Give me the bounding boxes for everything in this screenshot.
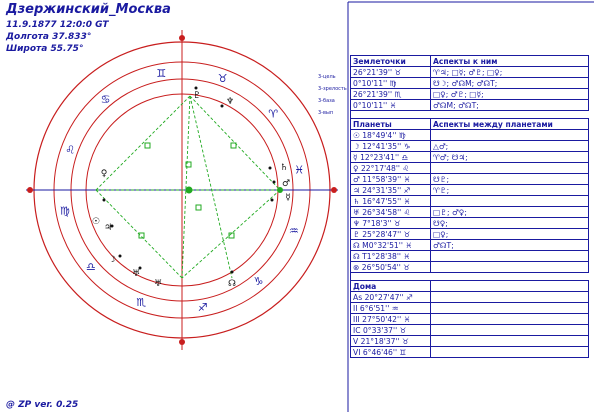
longitude: Долгота 37.833° bbox=[6, 32, 92, 42]
planet-row bbox=[351, 141, 589, 152]
planet-glyph: ♄ bbox=[279, 163, 289, 173]
latitude: Широта 55.75° bbox=[6, 44, 84, 54]
earth-point-row-aspects: ♂☊M; ♂☊T; bbox=[431, 100, 589, 111]
planet-glyph: ♃ bbox=[103, 223, 113, 233]
planet-row bbox=[351, 251, 589, 262]
earth-points-header: Землеточки bbox=[351, 56, 431, 67]
house-row-position: III 27°50'42'' ♓ bbox=[351, 314, 431, 325]
earth-point-row bbox=[351, 89, 589, 100]
earth-aspects-header: Аспекты к ним bbox=[431, 56, 589, 67]
zodiac-sign-glyph: ♍ bbox=[59, 204, 70, 218]
earth-point-row-aspects: ☋☽; ♂☊M; ♂☊T; bbox=[431, 78, 589, 89]
zodiac-sign-glyph: ♒ bbox=[288, 224, 299, 238]
dsc-marker bbox=[331, 187, 337, 193]
planet-row-position: ♆ 7°18'3'' ♉ bbox=[351, 218, 431, 229]
ring-label-goal: 3-цель bbox=[318, 74, 336, 80]
house-row-position: IC 0°33'37'' ♉ bbox=[351, 325, 431, 336]
houses-header: Дома bbox=[351, 281, 431, 292]
planet-glyph: ☿ bbox=[285, 193, 291, 203]
zodiac-sign-glyph: ♑ bbox=[253, 275, 264, 289]
planet-row-aspects bbox=[431, 251, 589, 262]
house-row bbox=[351, 325, 589, 336]
planet-row-aspects: ♈♇; bbox=[431, 185, 589, 196]
house-row bbox=[351, 292, 589, 303]
earth-point-row-position: 0°10'11'' ♓ bbox=[351, 100, 431, 111]
planet-row-aspects bbox=[431, 196, 589, 207]
planet-glyph: ♇ bbox=[192, 91, 202, 101]
house-row bbox=[351, 303, 589, 314]
house-row-aspects bbox=[431, 347, 589, 358]
earth-point-row-aspects: ♈♃; □☿; ♂♇; □♀; bbox=[431, 67, 589, 78]
planet-dots bbox=[100, 87, 279, 274]
planet-row-position: ♇ 25°28'47'' ♉ bbox=[351, 229, 431, 240]
earth-points-table bbox=[350, 55, 589, 111]
planet-glyph: ☊ bbox=[228, 279, 236, 289]
planet-row bbox=[351, 196, 589, 207]
earth-point-row-position: 26°21'39'' ♉ bbox=[351, 67, 431, 78]
asc-marker bbox=[27, 187, 33, 193]
planet-row-aspects: □♇; ♂♀; bbox=[431, 207, 589, 218]
planet-glyph: ♅ bbox=[153, 279, 163, 289]
house-row-position: V 21°18'37'' ♉ bbox=[351, 336, 431, 347]
planet-row-position: ⊗ 26°50'54'' ♉ bbox=[351, 262, 431, 273]
planet-row-aspects bbox=[431, 163, 589, 174]
zodiac-sign-glyph: ♊ bbox=[156, 66, 167, 80]
zodiac-sign-glyph: ♓ bbox=[294, 163, 305, 177]
planet-row bbox=[351, 185, 589, 196]
planet-row bbox=[351, 229, 589, 240]
zodiac-sign-glyph: ♋ bbox=[100, 92, 111, 106]
planet-glyph: ♅ bbox=[131, 269, 141, 279]
planet-row bbox=[351, 218, 589, 229]
house-row-aspects bbox=[431, 314, 589, 325]
planet-row-position: ☊ T1°28'38'' ♓ bbox=[351, 251, 431, 262]
zodiac-sign-glyph: ♈ bbox=[268, 107, 279, 121]
planet-row-position: ♃ 24°31'35'' ♐ bbox=[351, 185, 431, 196]
version-label: @ ZP ver. 0.25 bbox=[6, 400, 79, 410]
planet-row-position: ♅ 26°34'58'' ♌ bbox=[351, 207, 431, 218]
birth-date: 11.9.1877 12:0:0 GT bbox=[6, 20, 109, 30]
zodiac-sign-glyph: ♉ bbox=[217, 72, 228, 86]
planet-row-position: ♀ 22°17'48'' ♌ bbox=[351, 163, 431, 174]
planet-aspects-header: Аспекты между планетами bbox=[431, 119, 589, 130]
house-row bbox=[351, 314, 589, 325]
planet-row-position: ☊ M0°32'51'' ♓ bbox=[351, 240, 431, 251]
planet-row bbox=[351, 130, 589, 141]
planet-row-aspects: □♀; bbox=[431, 229, 589, 240]
planet-row-aspects: ♈♂; ☋♃; bbox=[431, 152, 589, 163]
zodiac-sign-glyph: ♏ bbox=[136, 295, 147, 309]
planet-glyph: ☉ bbox=[91, 217, 101, 227]
mc-marker bbox=[179, 35, 185, 41]
earth-point-row-aspects: □♀; ♂♇; □☿; bbox=[431, 89, 589, 100]
planet-glyph: ♂ bbox=[281, 179, 291, 189]
planet-row-aspects: △♂; bbox=[431, 141, 589, 152]
planet-glyph: ☽ bbox=[107, 255, 117, 265]
chart-title: Дзержинский_Москва bbox=[6, 2, 171, 17]
planet-glyph: ♀ bbox=[100, 169, 108, 179]
planets-table bbox=[350, 118, 589, 273]
earth-point-row bbox=[351, 100, 589, 111]
planet-row-position: ♂ 11°58'39'' ♓ bbox=[351, 174, 431, 185]
ring-label-maturity: 3-зрелость bbox=[318, 86, 347, 92]
ic-marker bbox=[179, 339, 185, 345]
earth-point-row bbox=[351, 78, 589, 89]
center-earth-point bbox=[186, 187, 193, 194]
earth-point-row bbox=[351, 67, 589, 78]
planet-row bbox=[351, 207, 589, 218]
planet-row bbox=[351, 262, 589, 273]
houses-table bbox=[350, 280, 589, 358]
earth-point-row-position: 26°21'39'' ♏ bbox=[351, 89, 431, 100]
house-row bbox=[351, 347, 589, 358]
planet-row-position: ♄ 16°47'55'' ♓ bbox=[351, 196, 431, 207]
data-tables bbox=[350, 55, 588, 358]
planet-row bbox=[351, 163, 589, 174]
zodiac-sign-glyph: ♎ bbox=[85, 260, 96, 274]
house-row-aspects bbox=[431, 292, 589, 303]
planet-row bbox=[351, 174, 589, 185]
planet-row-aspects bbox=[431, 262, 589, 273]
planet-row-position: ☿ 12°23'41'' ♎ bbox=[351, 152, 431, 163]
planets-header: Планеты bbox=[351, 119, 431, 130]
house-row-aspects bbox=[431, 325, 589, 336]
zodiac-sign-glyph: ♐ bbox=[197, 301, 208, 315]
house-row-aspects bbox=[431, 336, 589, 347]
planet-row-position: ☽ 12°41'35'' ♑ bbox=[351, 141, 431, 152]
planet-row-position: ☉ 18°49'4'' ♍ bbox=[351, 130, 431, 141]
ring-label-exit: 3-вып bbox=[318, 110, 334, 116]
house-row-position: II 6°6'51'' ♒ bbox=[351, 303, 431, 314]
planet-glyph: ♆ bbox=[225, 97, 235, 107]
house-row-aspects bbox=[431, 303, 589, 314]
planet-row-aspects: ☋♇; bbox=[431, 174, 589, 185]
planet-row-aspects: ☋♀; bbox=[431, 218, 589, 229]
earth-point-row-position: 0°10'11'' ♍ bbox=[351, 78, 431, 89]
ring-label-base: 3-база bbox=[318, 98, 335, 104]
zodiac-sign-glyph: ♌ bbox=[65, 143, 76, 157]
planet-row bbox=[351, 240, 589, 251]
planet-row-aspects: ♂☊T; bbox=[431, 240, 589, 251]
house-row bbox=[351, 336, 589, 347]
house-row-position: VI 6°46'46'' ♊ bbox=[351, 347, 431, 358]
planet-row-aspects bbox=[431, 130, 589, 141]
house-row-position: As 20°27'47'' ♐ bbox=[351, 292, 431, 303]
planet-row bbox=[351, 152, 589, 163]
